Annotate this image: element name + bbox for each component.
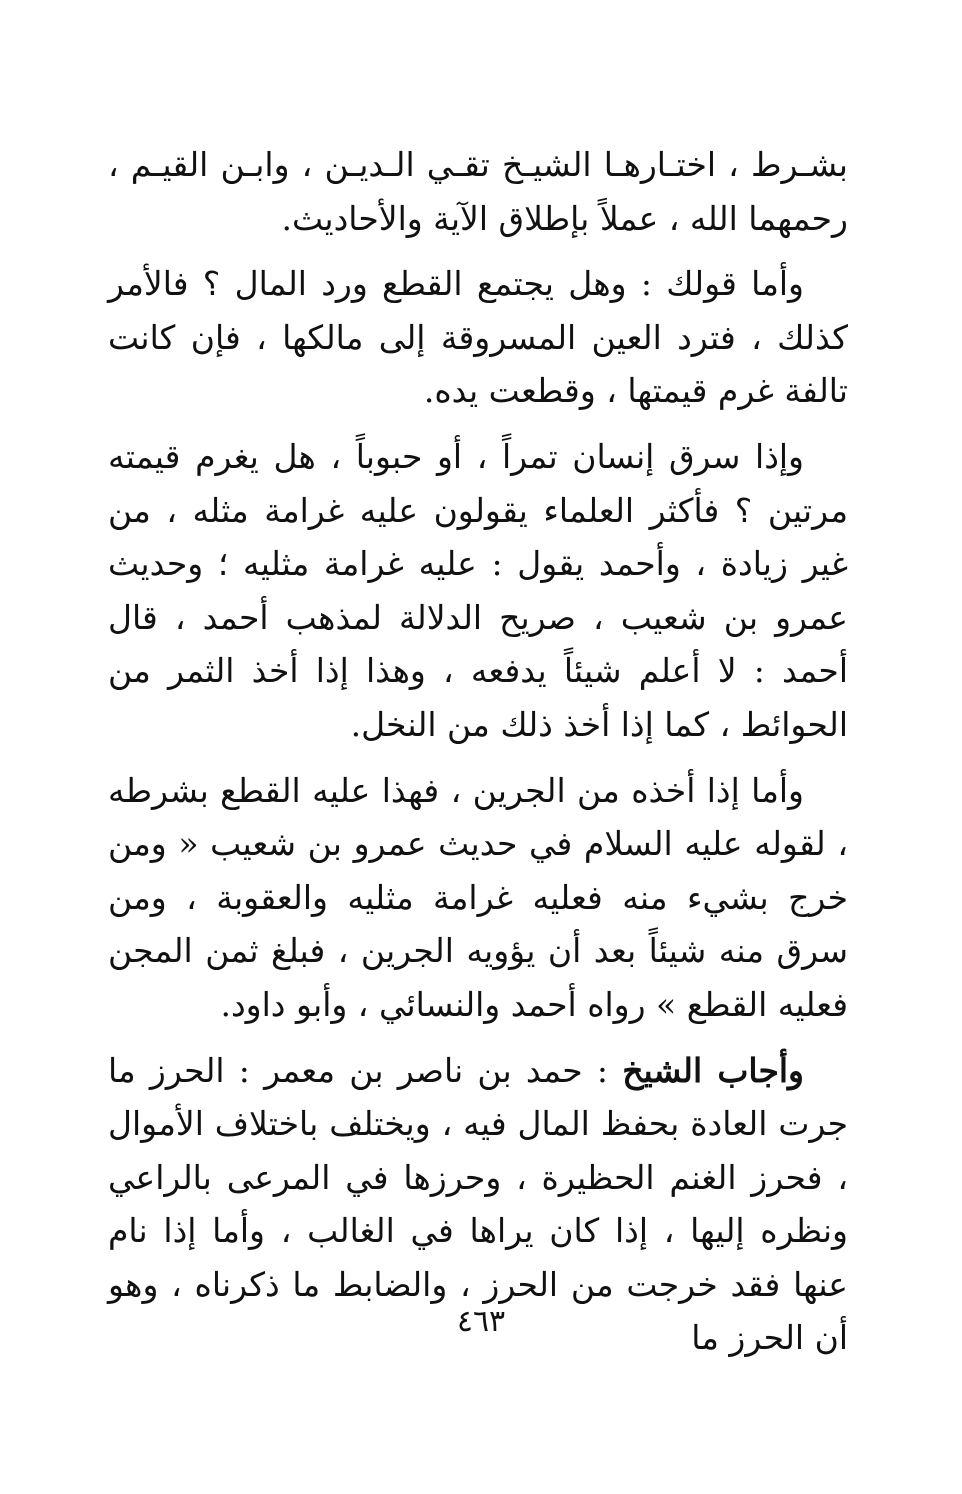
paragraph-4 [108,764,848,1032]
paragraph-4-text: وأما إذا أخذه من الجرين ، فهذا عليه القطع بشرطه ، لقوله عليه السلام في حديث عمرو بن شعيب « ومن خرج بشيء منه فعليه غرامة مثليه والعقوبة ، ومن سرق منه شيئاً بعد أن يؤويه الجرين ، فبلغ ثمن المجن فعليه القطع » رواه أحمد والنسائي ، وأبو داود. [108,770,848,1024]
paragraph-1-text: بشـرط ، اختـارهـا الشيـخ تقـي الـديـن ، وابـن القيـم ، رحمهما الله ، عملاً بإطلاق الآية والأحاديث. [108,145,848,238]
paragraph-3 [108,430,848,752]
paragraph-5-text: : حمد بن ناصر بن معمر : الحرز ما جرت العادة بحفظ المال فيه ، ويختلف باختلاف الأموال ، فحرز الغنم الحظيرة ، وحرزها في المرعى بالراعي ونظره إليها ، إذا كان يراها في الغالب ، وأما إذا نام عنها فقد خرجت من الحرز ، والضابط ما ذكرناه ، وهو أن الحرز ما [108,1050,848,1358]
paragraph-3-text: وإذا سرق إنسان تمراً ، أو حبوباً ، هل يغرم قيمته مرتين ؟ فأكثر العلماء يقولون عليه غرامة مثله ، من غير زيادة ، وأحمد يقول : عليه غرامة مثليه ؛ وحديث عمرو بن شعيب ، صريح الدلالة لمذهب أحمد ، قال أحمد : لا أعلم شيئاً يدفعه ، وهذا إذا أخذ الثمر من الحوائط ، كما إذا أخذ ذلك من النخل. [108,436,848,744]
paragraph-2 [108,257,848,418]
paragraph-5-lead: وأجاب الشيخ [622,1050,804,1090]
paragraph-1 [108,138,848,245]
paragraph-2-text: وأما قولك : وهل يجتمع القطع ورد المال ؟ فالأمر كذلك ، فترد العين المسروقة إلى مالكها ، فإن كانت تالفة غرم قيمتها ، وقطعت يده. [108,264,848,411]
page-number: ٤٦٣ [456,1304,506,1339]
body-text [108,138,848,1377]
